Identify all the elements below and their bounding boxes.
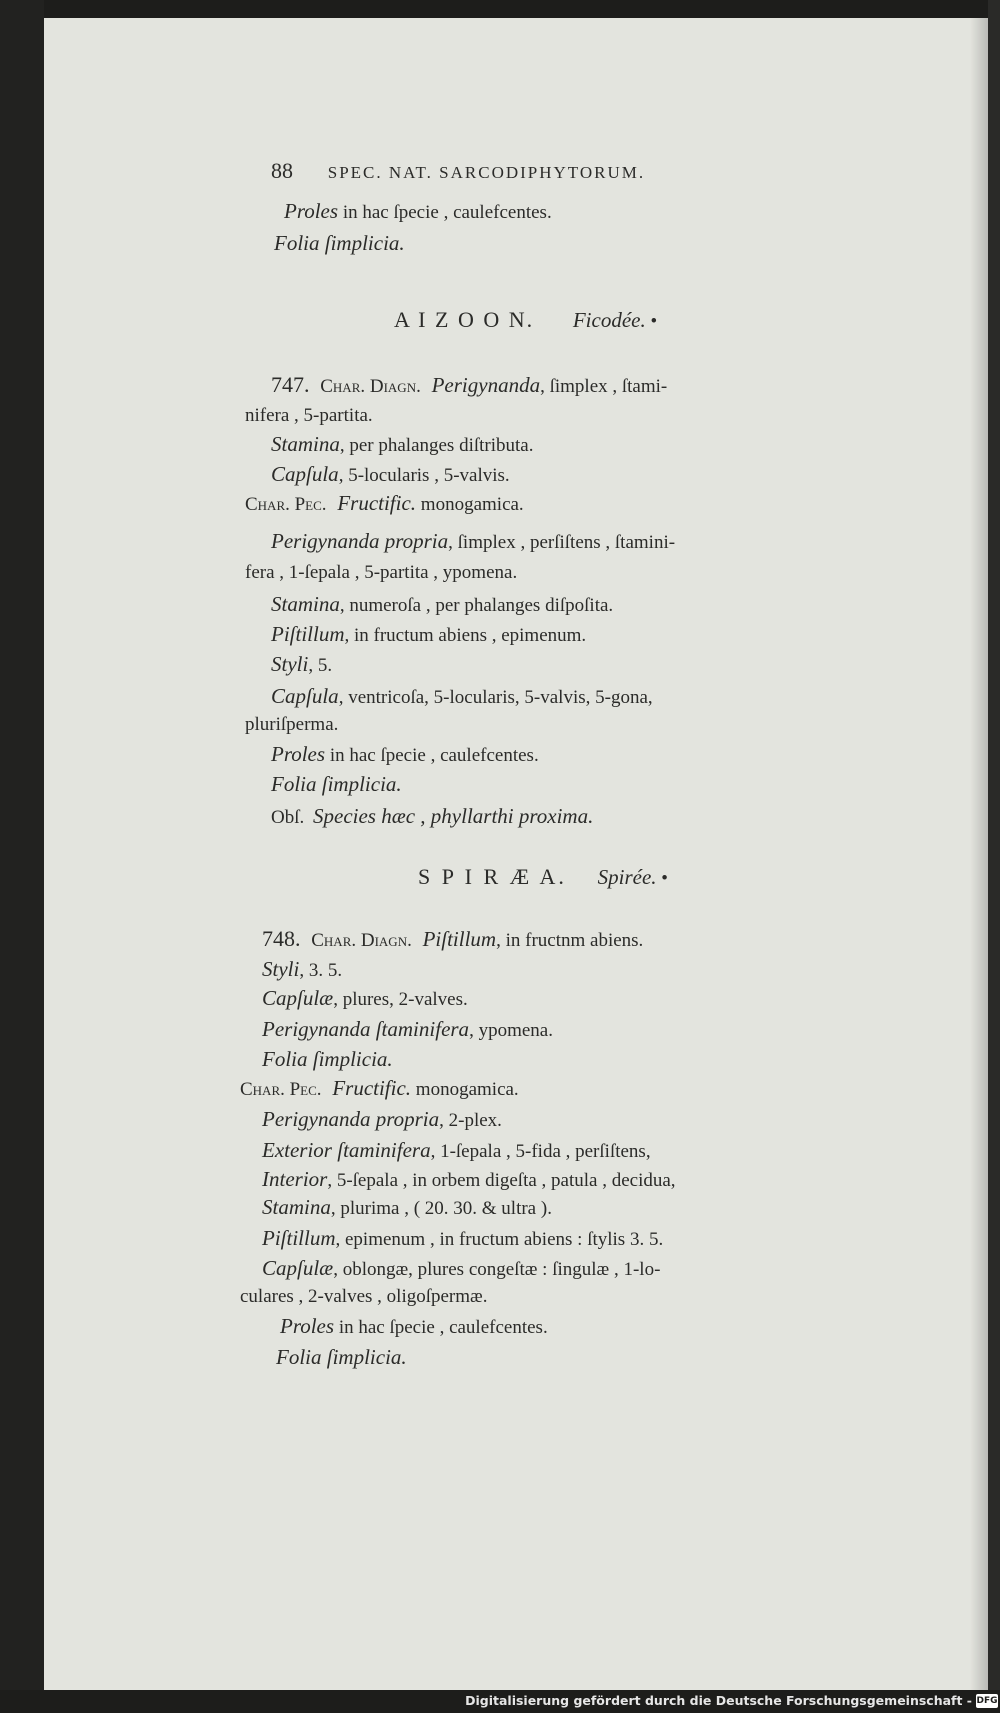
page-edge-shadow <box>970 18 988 1690</box>
entry-747-line-10: Styli, 5. <box>271 652 333 676</box>
entry-748-line-12: Capſulæ, oblongæ, plures congeſtæ : ſingulæ , 1-lo- <box>262 1256 661 1280</box>
right-scan-border <box>988 0 1000 1713</box>
left-scan-border <box>0 0 44 1713</box>
entry-748-line-9: Interior, 5-ſepala , in orbem digeſta , patula , decidua, <box>262 1167 676 1191</box>
dfg-logo: DFG <box>976 1696 998 1706</box>
entry-747-line-12: pluriſperma. <box>245 714 339 735</box>
entry-747-line-15: Obſ. Species hæc , phyllarthi proxima. <box>271 804 594 828</box>
entry-747-line-2: nifera , 5-partita. <box>245 405 373 426</box>
entry-747-line-4: Capſula, 5-locularis , 5-valvis. <box>271 462 510 486</box>
entry-748-line-11: Piſtillum, epimenum , in fructum abiens : ſtylis 3. 5. <box>262 1226 664 1250</box>
entry-747-line-14: Folia ſimplicia. <box>271 772 402 796</box>
entry-748-line-3: Capſulæ, plures, 2-valves. <box>262 986 468 1010</box>
entry-748-line-13: culares , 2-valves , oligoſpermæ. <box>240 1286 488 1307</box>
entry-747-line-9: Piſtillum, in fructum abiens , epimenum. <box>271 622 587 646</box>
intro-folia-line: Folia ſimplicia. <box>274 231 405 255</box>
entry-748-line-2: Styli, 3. 5. <box>262 957 343 981</box>
entry-747-line-8: Stamina, numeroſa , per phalanges diſpoſita. <box>271 592 614 616</box>
digitization-footer <box>0 1690 1000 1713</box>
genus-heading-spiraea: S P I R Æ A. Spirée. • <box>418 864 668 889</box>
entry-748-line-5: Folia ſimplicia. <box>262 1047 393 1071</box>
genus-heading-aizoon: A I Z O O N. Ficodée. • <box>394 307 658 332</box>
entry-747-line-11: Capſula, ventricoſa, 5-locularis, 5-valvis, 5-gona, <box>271 684 653 708</box>
page-number: 88 <box>271 158 293 183</box>
entry-748-line-7: Perigynanda propria, 2-plex. <box>262 1107 502 1131</box>
book-page <box>44 18 988 1690</box>
entry-748-line-15: Folia ſimplicia. <box>276 1345 407 1369</box>
page-header <box>271 159 645 185</box>
entry-747-line-13: Proles in hac ſpecie , caulefcentes. <box>271 742 539 766</box>
entry-747-line-7: fera , 1-ſepala , 5-partita , ypomena. <box>245 562 518 583</box>
intro-proles-line: Proles in hac ſpecie , caulefcentes. <box>284 199 552 223</box>
entry-748-line-10: Stamina, plurima , ( 20. 30. & ultra ). <box>262 1195 552 1219</box>
entry-748-line-1: 748. Char. Diagn. Piſtillum, in fructnm abiens. <box>262 926 644 951</box>
entry-747-line-3: Stamina, per phalanges diſtributa. <box>271 432 534 456</box>
entry-748-line-8: Exterior ſtaminifera, 1-ſepala , 5-fida , perſiſtens, <box>262 1138 651 1162</box>
entry-747-line-1: 747. Char. Diagn. Perigynanda, ſimplex , ſtami- <box>271 372 668 397</box>
entry-747-line-5: Char. Pec. Fructific. monogamica. <box>245 491 524 515</box>
entry-748-line-4: Perigynanda ſtaminifera, ypomena. <box>262 1017 553 1041</box>
entry-747-line-6: Perigynanda propria, ſimplex , perſiſtens , ſtamini- <box>271 529 676 553</box>
funding-credit: Digitalisierung gefördert durch die Deutsche Forschungsgemeinschaft - <box>465 1693 972 1708</box>
entry-748-line-14: Proles in hac ſpecie , caulefcentes. <box>280 1314 548 1338</box>
running-title: SPEC. NAT. SARCODIPHYTORUM. <box>327 163 646 182</box>
entry-748-line-6: Char. Pec. Fructific. monogamica. <box>240 1076 519 1100</box>
